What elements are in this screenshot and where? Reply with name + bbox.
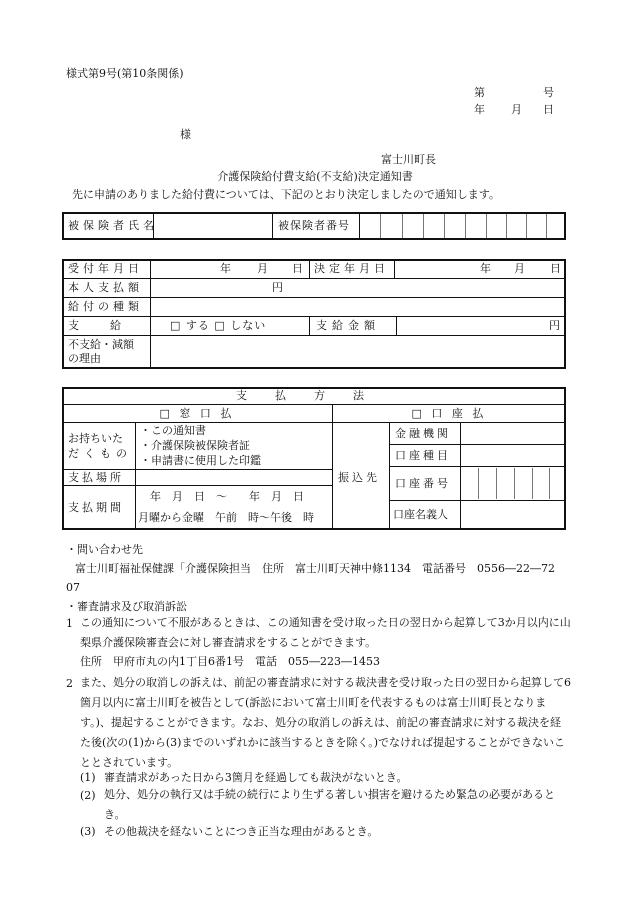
- sub-item-number: (1): [80, 771, 96, 784]
- account-type-label: 口座種目: [395, 449, 451, 462]
- receipt-date-year: 年: [220, 262, 231, 275]
- issuer: 富士川町長: [381, 153, 436, 166]
- contact-line2: 07: [66, 581, 80, 594]
- account-holder-label: 口座名義人: [393, 508, 448, 521]
- receipt-date-label: 受付年月日: [68, 262, 143, 275]
- bring-item: ・介護保険被保険者証: [140, 439, 250, 452]
- form-label: 様式第9号(第10条関係): [66, 67, 184, 80]
- payment-amount-yen: 円: [549, 319, 560, 332]
- account-payment-option[interactable]: □ 口 座 払: [411, 407, 487, 420]
- addressee-sama: 様: [180, 128, 191, 141]
- transfer-label: 振込先: [338, 471, 380, 484]
- payment-label: 支 給: [68, 319, 131, 332]
- receipt-date-month: 月: [257, 262, 268, 275]
- bring-item: ・この通知書: [140, 424, 206, 437]
- date-month: 月: [511, 103, 522, 116]
- reason-label-line2: の理由: [68, 352, 101, 365]
- payment-place-label: 支払場所: [68, 471, 124, 484]
- payment-period-dates: 年 月 日 ～ 年 月 日: [150, 490, 304, 503]
- benefit-type-label: 給付の種類: [68, 300, 143, 313]
- appeal-heading: ・審査請求及び取消訴訟: [66, 600, 187, 613]
- bring-label-line2: だくもの: [68, 447, 132, 460]
- sub-item-number: (2): [80, 789, 96, 802]
- payment-options[interactable]: □ する □ しない: [170, 319, 267, 332]
- para1-text: この通知について不服があるときは、この通知書を受け取った日の翌日から起算して3か月以内に山梨県介護保険審査会に対し審査請求をすることができます。: [80, 616, 571, 649]
- contact-heading: ・問い合わせ先: [66, 543, 143, 556]
- insured-name-label: 被保険者氏名: [68, 219, 158, 232]
- insured-number-label: 被保険者番号: [278, 219, 350, 232]
- sub-item-text: 審査請求があった日から3箇月を経過しても裁決がないとき。: [104, 771, 408, 784]
- sub-item-text: 処分、処分の執行又は手続の続行により生ずる著しい損害を避けるため緊急の必要があるとき。: [104, 788, 555, 821]
- sub-item-number: (3): [80, 825, 96, 838]
- para1-address: 住所 甲府市丸の内1丁目6番1号 電話 055―223―1453: [80, 655, 380, 668]
- number-go: 号: [543, 86, 554, 99]
- account-number-label: 口座番号: [395, 477, 451, 490]
- receipt-date-day: 日: [292, 262, 303, 275]
- para1-number: 1: [66, 617, 73, 630]
- payment-method-header: 支払方法: [236, 389, 392, 402]
- reason-label-line1: 不支給・減額: [68, 338, 134, 351]
- number-dai: 第: [474, 86, 485, 99]
- sub-item-text: その他裁決を経ないことにつき正当な理由があるとき。: [104, 825, 379, 838]
- personal-payment-label: 本人支払額: [68, 281, 143, 294]
- payment-amount-label: 支給金額: [316, 319, 380, 332]
- contact-line1: 富士川町福祉保健課「介護保険担当 住所 富士川町天神中條1134 電話番号 0556―22―72: [75, 562, 555, 575]
- document-title: 介護保険給付費支給(不支給)決定通知書: [217, 170, 413, 183]
- personal-payment-yen: 円: [272, 281, 283, 294]
- para2-text: また、処分の取消しの訴えは、前記の審査請求に対する裁決書を受け取った日の翌日から起算して6箇月以内に富士川町を被告として(訴訟において富士川町を代表するものは富士川町長となります。)、提起することができます。なお、処分の取消しの訴えは、前記の審査請求に対する裁決を経た後(次の(1)から(3)までのいずれかに該当するときを除く。)でなければ提起することができないこととされています。: [80, 676, 571, 769]
- para2-number: 2: [66, 677, 73, 690]
- payment-period-hours: 月曜から金曜 午前 時～午後 時: [138, 511, 314, 524]
- decision-date-year: 年: [480, 262, 491, 275]
- payment-period-label: 支払期間: [68, 501, 124, 514]
- date-day: 日: [543, 103, 554, 116]
- window-payment-option[interactable]: □ 窓 口 払: [159, 407, 235, 420]
- decision-date-label: 決定年月日: [314, 262, 389, 275]
- decision-date-day: 日: [550, 262, 561, 275]
- bank-label: 金融機関: [395, 427, 451, 440]
- bring-item: ・申請書に使用した印鑑: [140, 454, 261, 467]
- bring-label-line1: お持ちいた: [68, 432, 123, 445]
- intro-text: 先に申請のありました給付費については、下記のとおり決定しましたので通知します。: [72, 188, 500, 201]
- decision-date-month: 月: [514, 262, 525, 275]
- date-year: 年: [474, 103, 485, 116]
